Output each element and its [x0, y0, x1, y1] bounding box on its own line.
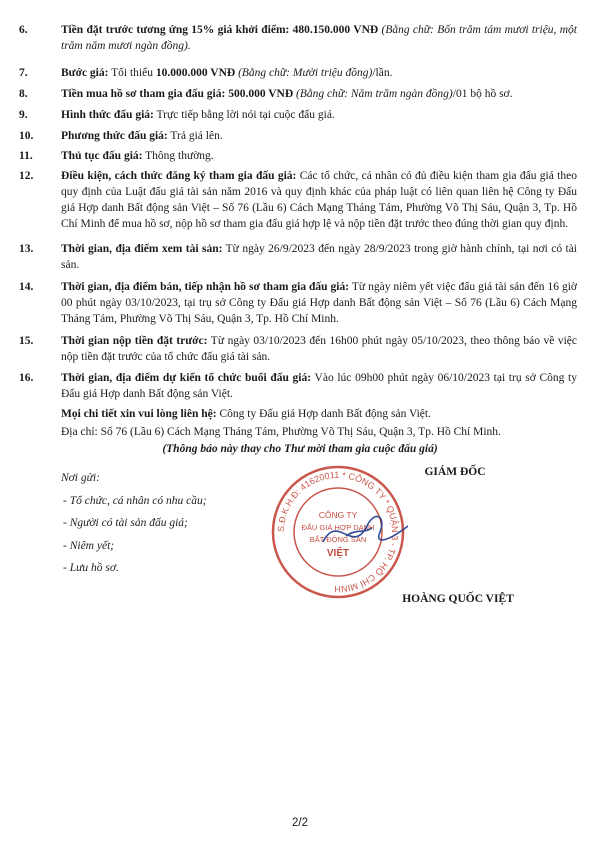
notice-note: (Thông báo này thay cho Thư mời tham gia cuộc đấu giá): [162, 443, 438, 455]
item-text-italic: (Bằng chữ: Năm trăm ngàn đồng): [293, 88, 453, 100]
contact-address: Địa chỉ: Số 76 (Lầu 6) Cách Mạng Tháng Tám, Phường Võ Thị Sáu, Quận 3, Tp. Hồ Chí Minh.: [61, 426, 501, 438]
contact-line: [61, 406, 556, 422]
item-number: 11.: [19, 150, 33, 162]
item-11: [19, 148, 577, 164]
item-text: Các tổ chức, cá nhân có đủ điều kiện tham gia đấu giá theo quy định của Luật đấu giá tài sản năm 2016 và quy định khác của pháp luật có liên quan liên hệ Công ty Đấu giá Hợp danh Bất động sản Việt – Số 76 (Lầu 6) Cách Mạng Tháng Tám, Phường Võ Thị Sáu, Quận 3, Tp. Hồ Chí Minh để mua hồ sơ, nộp hồ sơ tham gia đấu giá hợp lệ và nộp tiền đặt trước theo đúng thời gian quy định.: [61, 170, 577, 230]
item-12: [19, 168, 577, 232]
item-number: 16.: [19, 372, 34, 384]
item-16: [19, 370, 577, 402]
page-number: 2/2: [292, 817, 308, 829]
item-text-italic: (Bằng chữ: Mười triệu đồng): [235, 67, 373, 79]
item-label: Thời gian, địa điểm bán, tiếp nhận hồ sơ tham gia đấu giá:: [61, 281, 350, 293]
item-text: (Bằng chữ: Bốn trăm tám mươi triệu, một trăm năm mươi ngàn đồng).: [61, 24, 577, 52]
item-label: Điều kiện, cách thức đăng ký tham gia đấu giá:: [61, 170, 297, 182]
item-number: 10.: [19, 130, 34, 142]
item-7: [19, 65, 577, 81]
item-text: Thông thường.: [142, 150, 214, 162]
item-label: Thủ tục đấu giá:: [61, 150, 143, 162]
recipients-heading: Nơi gửi:: [61, 472, 100, 484]
item-8: [19, 86, 577, 102]
item-number: 13.: [19, 243, 34, 255]
recipient-item: - Niêm yết;: [63, 539, 115, 552]
item-9: [19, 107, 577, 123]
item-number: 12.: [19, 170, 34, 182]
item-text: /lần.: [372, 67, 393, 79]
seal-line-1: CÔNG TY: [318, 510, 358, 520]
item-text: Trực tiếp bằng lời nói tại cuộc đấu giá.: [153, 109, 335, 121]
item-label: Bước giá:: [61, 67, 109, 79]
item-label: Tiền đặt trước tương ứng 15% giá khởi điểm: 480.150.000 VNĐ: [61, 24, 379, 36]
item-label: Hình thức đấu giá:: [61, 109, 154, 121]
item-number: 8.: [19, 88, 28, 100]
item-15: [19, 333, 577, 365]
seal-line-3: BẤT ĐỘNG SẢN: [309, 535, 367, 544]
item-number: 6.: [19, 24, 28, 36]
item-label: Thời gian, địa điểm xem tài sản:: [61, 243, 223, 255]
seal-ring-text: S.Đ.K.H.Đ: 41620011 * CÔNG TY * QUẬN 3 - TP. HỒ CHÍ MINH: [275, 469, 401, 595]
seal-line-4: VIỆT: [326, 548, 350, 559]
seal-line-2: ĐẤU GIÁ HỢP DANH: [301, 523, 375, 532]
signer-name: HOÀNG QUỐC VIỆT: [402, 593, 514, 605]
item-number: 7.: [19, 67, 28, 79]
item-label: Thời gian nộp tiền đặt trước:: [61, 335, 208, 347]
item-text: Từ ngày niêm yết việc đấu giá tài sản đến 16 giờ 00 phút ngày 03/10/2023, tại trụ sở Công ty Đấu giá Hợp danh Bất động sản Việt – Số 76 (Lầu 6) Cách Mạng Tháng Tám, Phường Võ Thị Sáu, Quận 3, Tp. Hồ Chí Minh.: [61, 281, 577, 325]
item-number: 9.: [19, 109, 28, 121]
recipient-item: - Người có tài sản đấu giá;: [63, 517, 188, 529]
item-text: Trả giá lên.: [167, 130, 223, 142]
item-10: [19, 128, 577, 144]
signature-title: GIÁM ĐỐC: [424, 466, 486, 478]
recipient-item: - Tổ chức, cá nhân có nhu cầu;: [63, 494, 207, 507]
item-number: 14.: [19, 281, 34, 293]
recipient-item: - Lưu hồ sơ.: [63, 562, 119, 574]
item-text: Từ ngày 03/10/2023 đến 16h00 phút ngày 05/10/2023, theo thông báo về việc nộp tiền đặt trước của tổ chức đấu giá tài sản.: [61, 335, 577, 363]
item-amount: 10.000.000 VNĐ: [155, 67, 236, 79]
item-label: Thời gian, địa điểm dự kiến tổ chức buổi đấu giá:: [61, 372, 312, 384]
company-seal: [268, 462, 408, 602]
recipients-block: [61, 467, 281, 580]
item-6: [19, 22, 577, 54]
item-number: 15.: [19, 335, 34, 347]
item-13: [19, 241, 578, 273]
item-text: Từ ngày 26/9/2023 đến ngày 28/9/2023 trong giờ hành chính, tại nơi có tài sản.: [61, 243, 578, 271]
item-text: Vào lúc 09h00 phút ngày 06/10/2023 tại trụ sở Công ty Đấu giá Hợp danh Bất động sản Việt.: [61, 372, 577, 400]
item-label: Tiền mua hồ sơ tham gia đấu giá: 500.000 VNĐ: [61, 88, 294, 100]
item-text: /01 bộ hồ sơ.: [452, 88, 513, 100]
contact-label: Mọi chi tiết xin vui lòng liên hệ:: [61, 408, 217, 420]
item-14: [19, 279, 577, 327]
item-text: Tối thiểu: [108, 67, 156, 79]
item-label: Phương thức đấu giá:: [61, 130, 168, 142]
contact-company: Công ty Đấu giá Hợp danh Bất động sản Việt.: [216, 408, 431, 420]
